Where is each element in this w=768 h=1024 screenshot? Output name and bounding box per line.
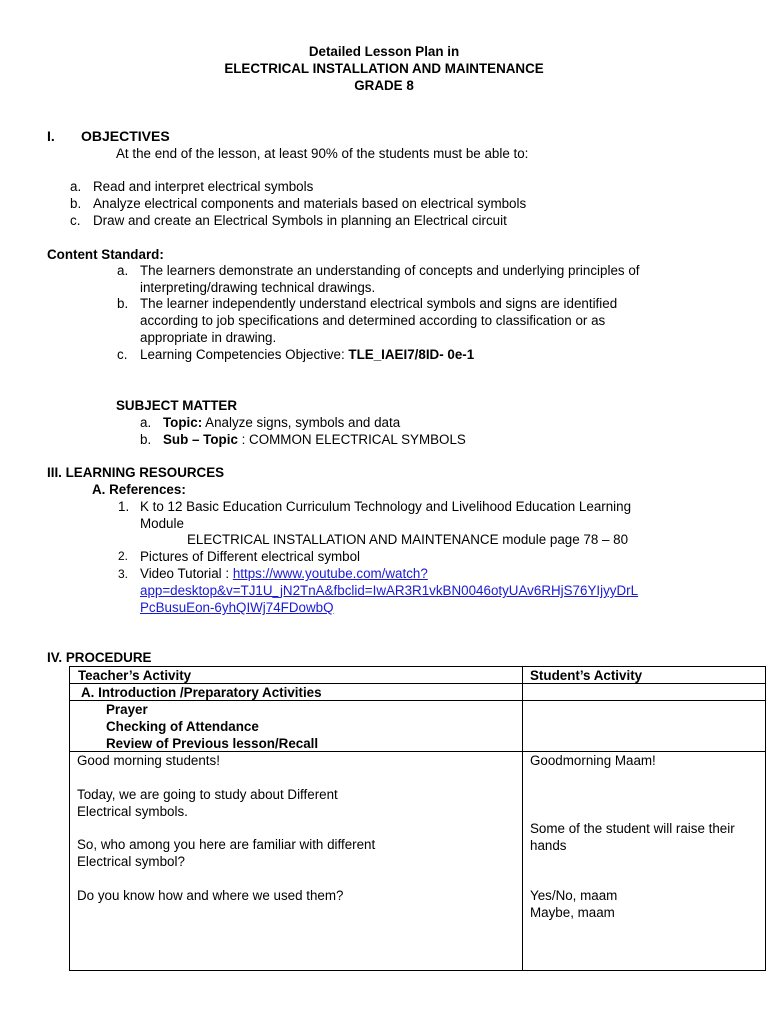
content-standard-b-line1: The learner independently understand electrical symbols and signs are identified	[140, 296, 618, 311]
subtopic-label: Sub – Topic	[163, 432, 238, 447]
reference-1-line3: ELECTRICAL INSTALLATION AND MAINTENANCE module page 78 – 80	[187, 532, 629, 547]
objective-item: Draw and create an Electrical Symbols in planning an Electrical circuit	[93, 213, 507, 228]
teacher-question-line1: So, who among you here are familiar with different	[77, 837, 376, 852]
student-response-line2: hands	[530, 838, 567, 853]
objective-item: Read and interpret electrical symbols	[93, 179, 314, 194]
topic-label: Topic:	[163, 415, 203, 430]
video-link-line2[interactable]: app=desktop&v=TJ1U_jN2TnA&fbclid=IwAR3R1vkBN0046otyUAv6RHjS76YIjyyDrL	[140, 583, 639, 598]
content-standard-b-line2: according to job specifications and determined according to classification or as	[140, 313, 606, 328]
objective-item: Analyze electrical components and materials based on electrical symbols	[93, 196, 527, 211]
learning-resources-heading: III. LEARNING RESOURCES	[47, 465, 225, 480]
teacher-intro-line1: Today, we are going to study about Different	[77, 787, 338, 802]
col-header-teacher: Teacher’s Activity	[78, 668, 192, 683]
objective-marker: a.	[70, 179, 82, 194]
subtopic-text: : COMMON ELECTRICAL SYMBOLS	[237, 432, 466, 447]
video-tutorial-label: Video Tutorial :	[140, 566, 233, 581]
teacher-question-line2: Electrical symbol?	[77, 854, 185, 869]
reference-1-line1: K to 12 Basic Education Curriculum Technology and Livelihood Education Learning	[140, 499, 632, 514]
prelim-item: Review of Previous lesson/Recall	[106, 736, 319, 751]
content-standard-c	[140, 346, 474, 363]
student-greeting: Goodmorning Maam!	[530, 753, 656, 768]
procedure-heading: IV. PROCEDURE	[47, 650, 152, 665]
subject-matter-subtopic	[163, 431, 466, 448]
column-divider	[522, 667, 523, 970]
references-heading: A. References:	[92, 482, 186, 497]
video-link-line3[interactable]: PcBusuEon-6yhQIWj74FDowbQ	[140, 600, 334, 615]
content-standard-marker: a.	[117, 263, 129, 278]
objectives-intro: At the end of the lesson, at least 90% of the students must be able to:	[116, 146, 529, 161]
prelim-item: Prayer	[106, 702, 148, 717]
content-standard-marker: c.	[117, 347, 128, 362]
doc-title-line2: ELECTRICAL INSTALLATION AND MAINTENANCE	[224, 61, 544, 76]
student-response-line1: Some of the student will raise their	[530, 821, 735, 836]
student-answer-line1: Yes/No, maam	[530, 888, 618, 903]
teacher-greeting: Good morning students!	[77, 753, 220, 768]
objectives-numeral: I.	[47, 128, 55, 144]
section-introduction: A. Introduction /Preparatory Activities	[81, 685, 322, 700]
subject-matter-heading: SUBJECT MATTER	[116, 398, 238, 413]
prelim-item: Checking of Attendance	[106, 719, 259, 734]
content-standard-marker: b.	[117, 296, 129, 311]
doc-title-line3: GRADE 8	[354, 78, 414, 93]
objective-marker: c.	[70, 213, 81, 228]
teacher-question-2: Do you know how and where we used them?	[77, 888, 344, 903]
content-standard-a-line1: The learners demonstrate an understanding of concepts and underlying principles of	[140, 263, 640, 278]
reference-marker: 2.	[118, 549, 129, 563]
procedure-table	[69, 666, 766, 971]
teacher-intro-line2: Electrical symbols.	[77, 804, 188, 819]
competency-code: TLE_IAEI7/8ID- 0e-1	[348, 347, 475, 362]
reference-marker: 3.	[118, 567, 129, 581]
objectives-heading: OBJECTIVES	[81, 128, 170, 144]
col-header-student: Student’s Activity	[530, 668, 643, 683]
subject-matter-marker: b.	[140, 432, 152, 447]
content-standard-c-text: Learning Competencies Objective:	[140, 347, 349, 362]
reference-2: Pictures of Different electrical symbol	[140, 549, 361, 564]
content-standard-b-line3: appropriate in drawing.	[140, 330, 277, 345]
subject-matter-marker: a.	[140, 415, 152, 430]
student-answer-line2: Maybe, maam	[530, 905, 615, 920]
subject-matter-topic	[163, 414, 400, 431]
video-link-line1[interactable]: https://www.youtube.com/watch?	[232, 566, 428, 581]
doc-title-line1: Detailed Lesson Plan in	[308, 44, 460, 59]
reference-1-line2: Module	[140, 516, 184, 531]
content-standard-heading: Content Standard:	[47, 247, 164, 262]
topic-text: Analyze signs, symbols and data	[202, 415, 401, 430]
reference-3	[140, 565, 428, 582]
content-standard-a-line2: interpreting/drawing technical drawings.	[140, 280, 376, 295]
reference-marker: 1.	[118, 499, 130, 514]
objective-marker: b.	[70, 196, 82, 211]
